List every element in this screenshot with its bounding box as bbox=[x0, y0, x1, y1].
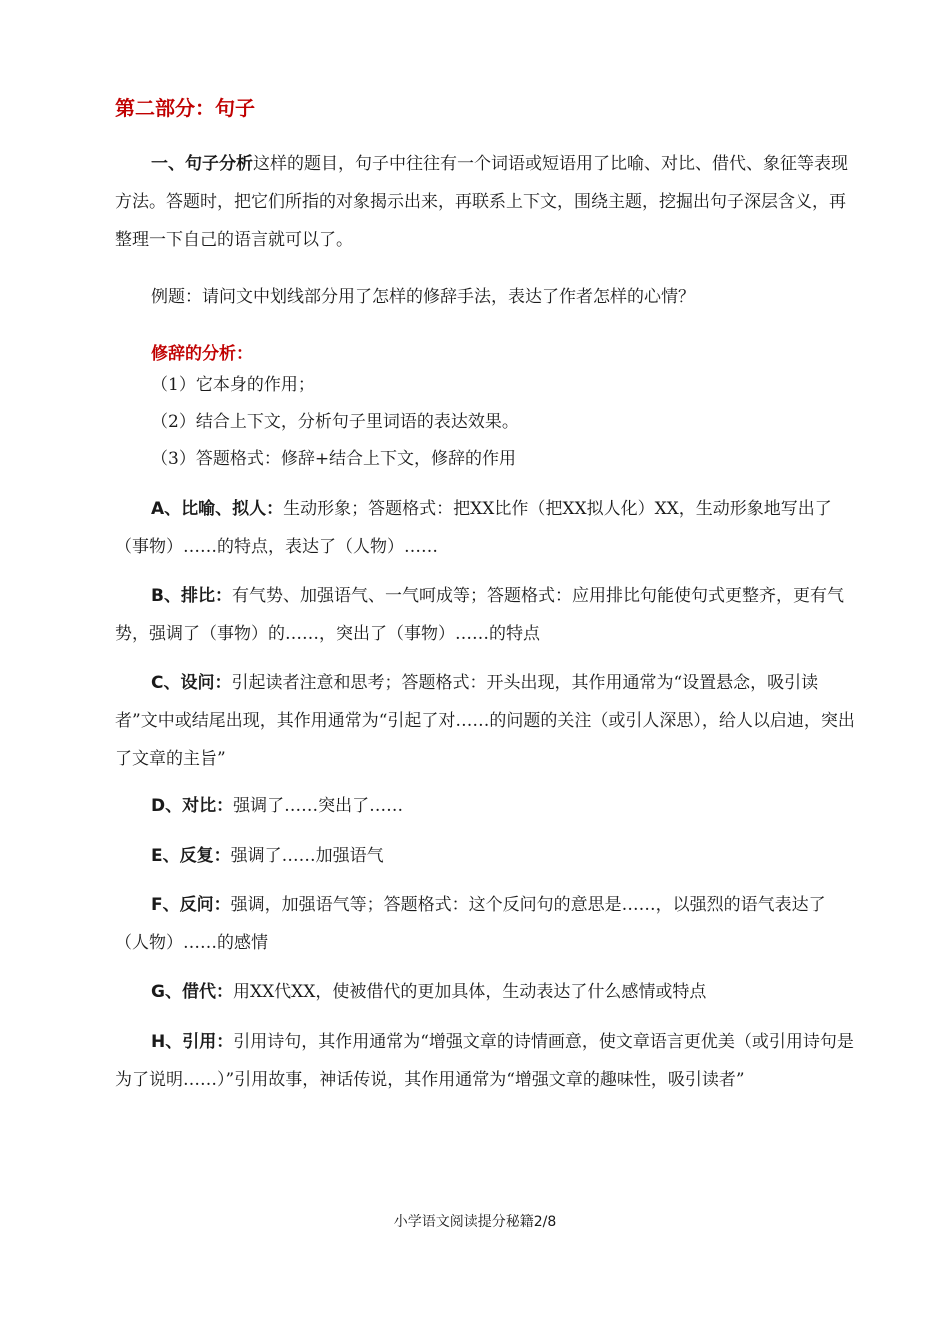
analysis-point-3: （3）答题格式：修辞+结合上下文，修辞的作用 bbox=[151, 449, 517, 469]
intro-text: 这样的题目，句子中往往有一个词语或短语用了比喻、对比、借代、象征等表现方法。答题时，把它们所指的对象揭示出来，再联系上下文，围绕主题，挖掘出句子深层含义，再整理一下自己的语言就可以了。 bbox=[115, 154, 848, 250]
section-heading: 第二部分：句子 bbox=[115, 96, 255, 120]
intro-label: 一、句子分析 bbox=[151, 154, 253, 174]
device-f-text: 强调，加强语气等；答题格式：这个反问句的意思是……，以强烈的语气表达了（人物）……的感情 bbox=[115, 895, 826, 953]
device-b-label: B、排比： bbox=[151, 586, 232, 606]
device-g bbox=[115, 973, 855, 1011]
device-b-text: 有气势、加强语气、一气呵成等；答题格式：应用排比句能使句式更整齐，更有气势，强调了（事物）的……，突出了（事物）……的特点 bbox=[115, 586, 844, 644]
device-c bbox=[115, 664, 855, 778]
device-h-text: 引用诗句，其作用通常为“增强文章的诗情画意，使文章语言更优美（或引用诗句是为了说明……）”引用故事，神话传说，其作用通常为“增强文章的趣味性，吸引读者” bbox=[115, 1032, 854, 1090]
device-f-label: F、反问： bbox=[151, 895, 231, 915]
device-h-label: H、引用： bbox=[151, 1032, 234, 1052]
device-d-label: D、对比： bbox=[151, 796, 234, 816]
analysis-point-1: （1）它本身的作用； bbox=[151, 375, 315, 395]
device-g-text: 用XX代XX，使被借代的更加具体，生动表达了什么感情或特点 bbox=[232, 982, 707, 1002]
device-c-text: 引起读者注意和思考；答题格式：开头出现，其作用通常为“设置悬念，吸引读者”文中或结尾出现，其作用通常为“引起了对……的问题的关注（或引人深思），给人以启迪，突出了文章的主旨” bbox=[115, 673, 855, 769]
analysis-title: 修辞的分析： bbox=[151, 344, 253, 364]
device-f bbox=[115, 886, 855, 962]
intro-paragraph bbox=[115, 145, 855, 259]
device-a-text: 生动形象；答题格式：把XX比作（把XX拟人化）XX，生动形象地写出了（事物）……的特点，表达了（人物）…… bbox=[115, 499, 832, 557]
device-h bbox=[115, 1023, 855, 1099]
example-question: 例题：请问文中划线部分用了怎样的修辞手法，表达了作者怎样的心情？ bbox=[151, 287, 695, 307]
device-b bbox=[115, 577, 855, 653]
device-a-label: A、比喻、拟人： bbox=[151, 499, 284, 519]
device-c-label: C、设问： bbox=[151, 673, 232, 693]
device-d bbox=[115, 787, 855, 825]
device-g-label: G、借代： bbox=[151, 982, 233, 1002]
device-d-text: 强调了……突出了…… bbox=[233, 796, 404, 816]
device-a bbox=[115, 490, 855, 566]
page-footer: 小学语文阅读提分秘籍2/8 bbox=[393, 1214, 557, 1230]
analysis-point-2: （2）结合上下文，分析句子里词语的表达效果。 bbox=[151, 412, 519, 432]
device-e-label: E、反复： bbox=[151, 846, 231, 866]
device-e-text: 强调了……加强语气 bbox=[230, 846, 384, 866]
device-e bbox=[115, 837, 855, 875]
